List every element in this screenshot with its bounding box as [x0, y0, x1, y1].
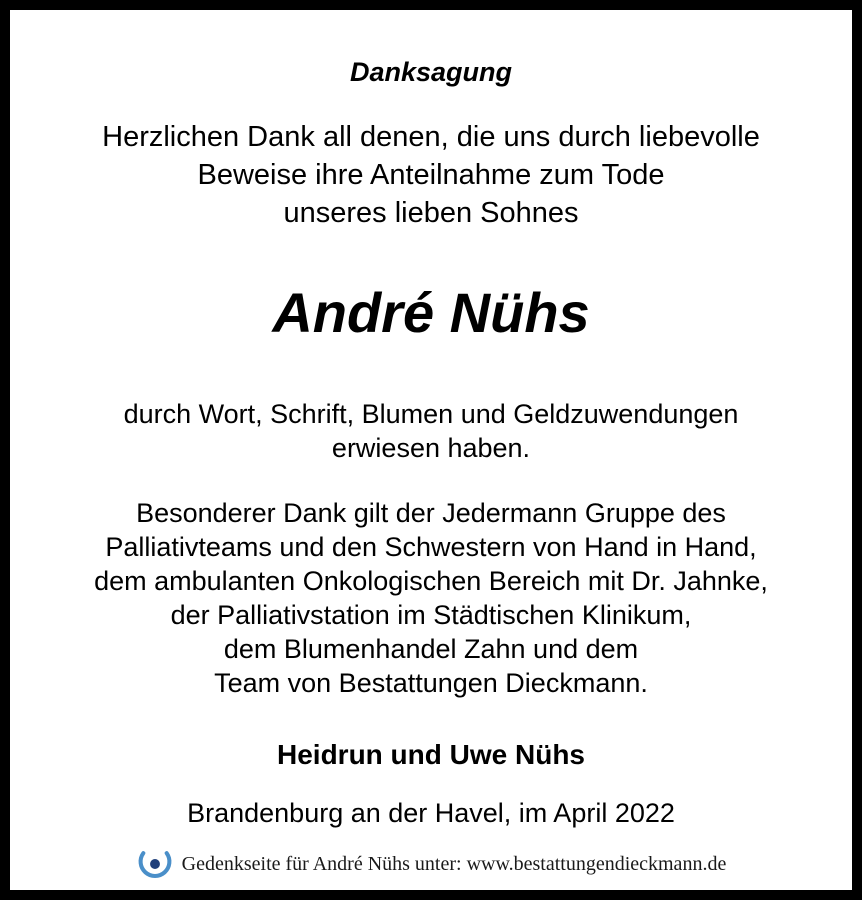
place-date: Brandenburg an der Havel, im April 2022	[187, 798, 675, 828]
deceased-name: André Nühs	[272, 281, 590, 344]
after-line: erwiesen haben.	[331, 433, 531, 463]
notice-title: Danksagung	[349, 57, 513, 87]
intro-line: Herzlichen Dank all denen, die uns durch liebevolle	[102, 121, 760, 153]
after-text	[10, 397, 852, 465]
after-line: durch Wort, Schrift, Blumen und Geldzuwendungen	[123, 399, 739, 429]
memorial-page-footer	[10, 844, 852, 884]
thanks-line: dem ambulanten Onkologischen Bereich mit Dr. Jahnke,	[94, 566, 768, 596]
thanks-line: dem Blumenhandel Zahn und dem	[223, 634, 639, 664]
memorial-logo-icon	[136, 846, 174, 882]
thanks-line: Besonderer Dank gilt der Jedermann Gruppe des	[136, 498, 726, 528]
memorial-page-link[interactable]: Gedenkseite für André Nühs unter: www.bestattungendieckmann.de	[181, 853, 727, 875]
intro-line: Beweise ihre Anteilnahme zum Tode	[197, 159, 665, 191]
special-thanks-text	[10, 496, 852, 700]
thanks-line: der Palliativstation im Städtischen Klinikum,	[170, 600, 692, 630]
thanks-line: Team von Bestattungen Dieckmann.	[214, 668, 648, 698]
thanks-line: Palliativteams und den Schwestern von Hand in Hand,	[105, 532, 757, 562]
signers: Heidrun und Uwe Nühs	[277, 739, 585, 770]
intro-line: unseres lieben Sohnes	[283, 197, 579, 229]
intro-text	[10, 118, 852, 232]
